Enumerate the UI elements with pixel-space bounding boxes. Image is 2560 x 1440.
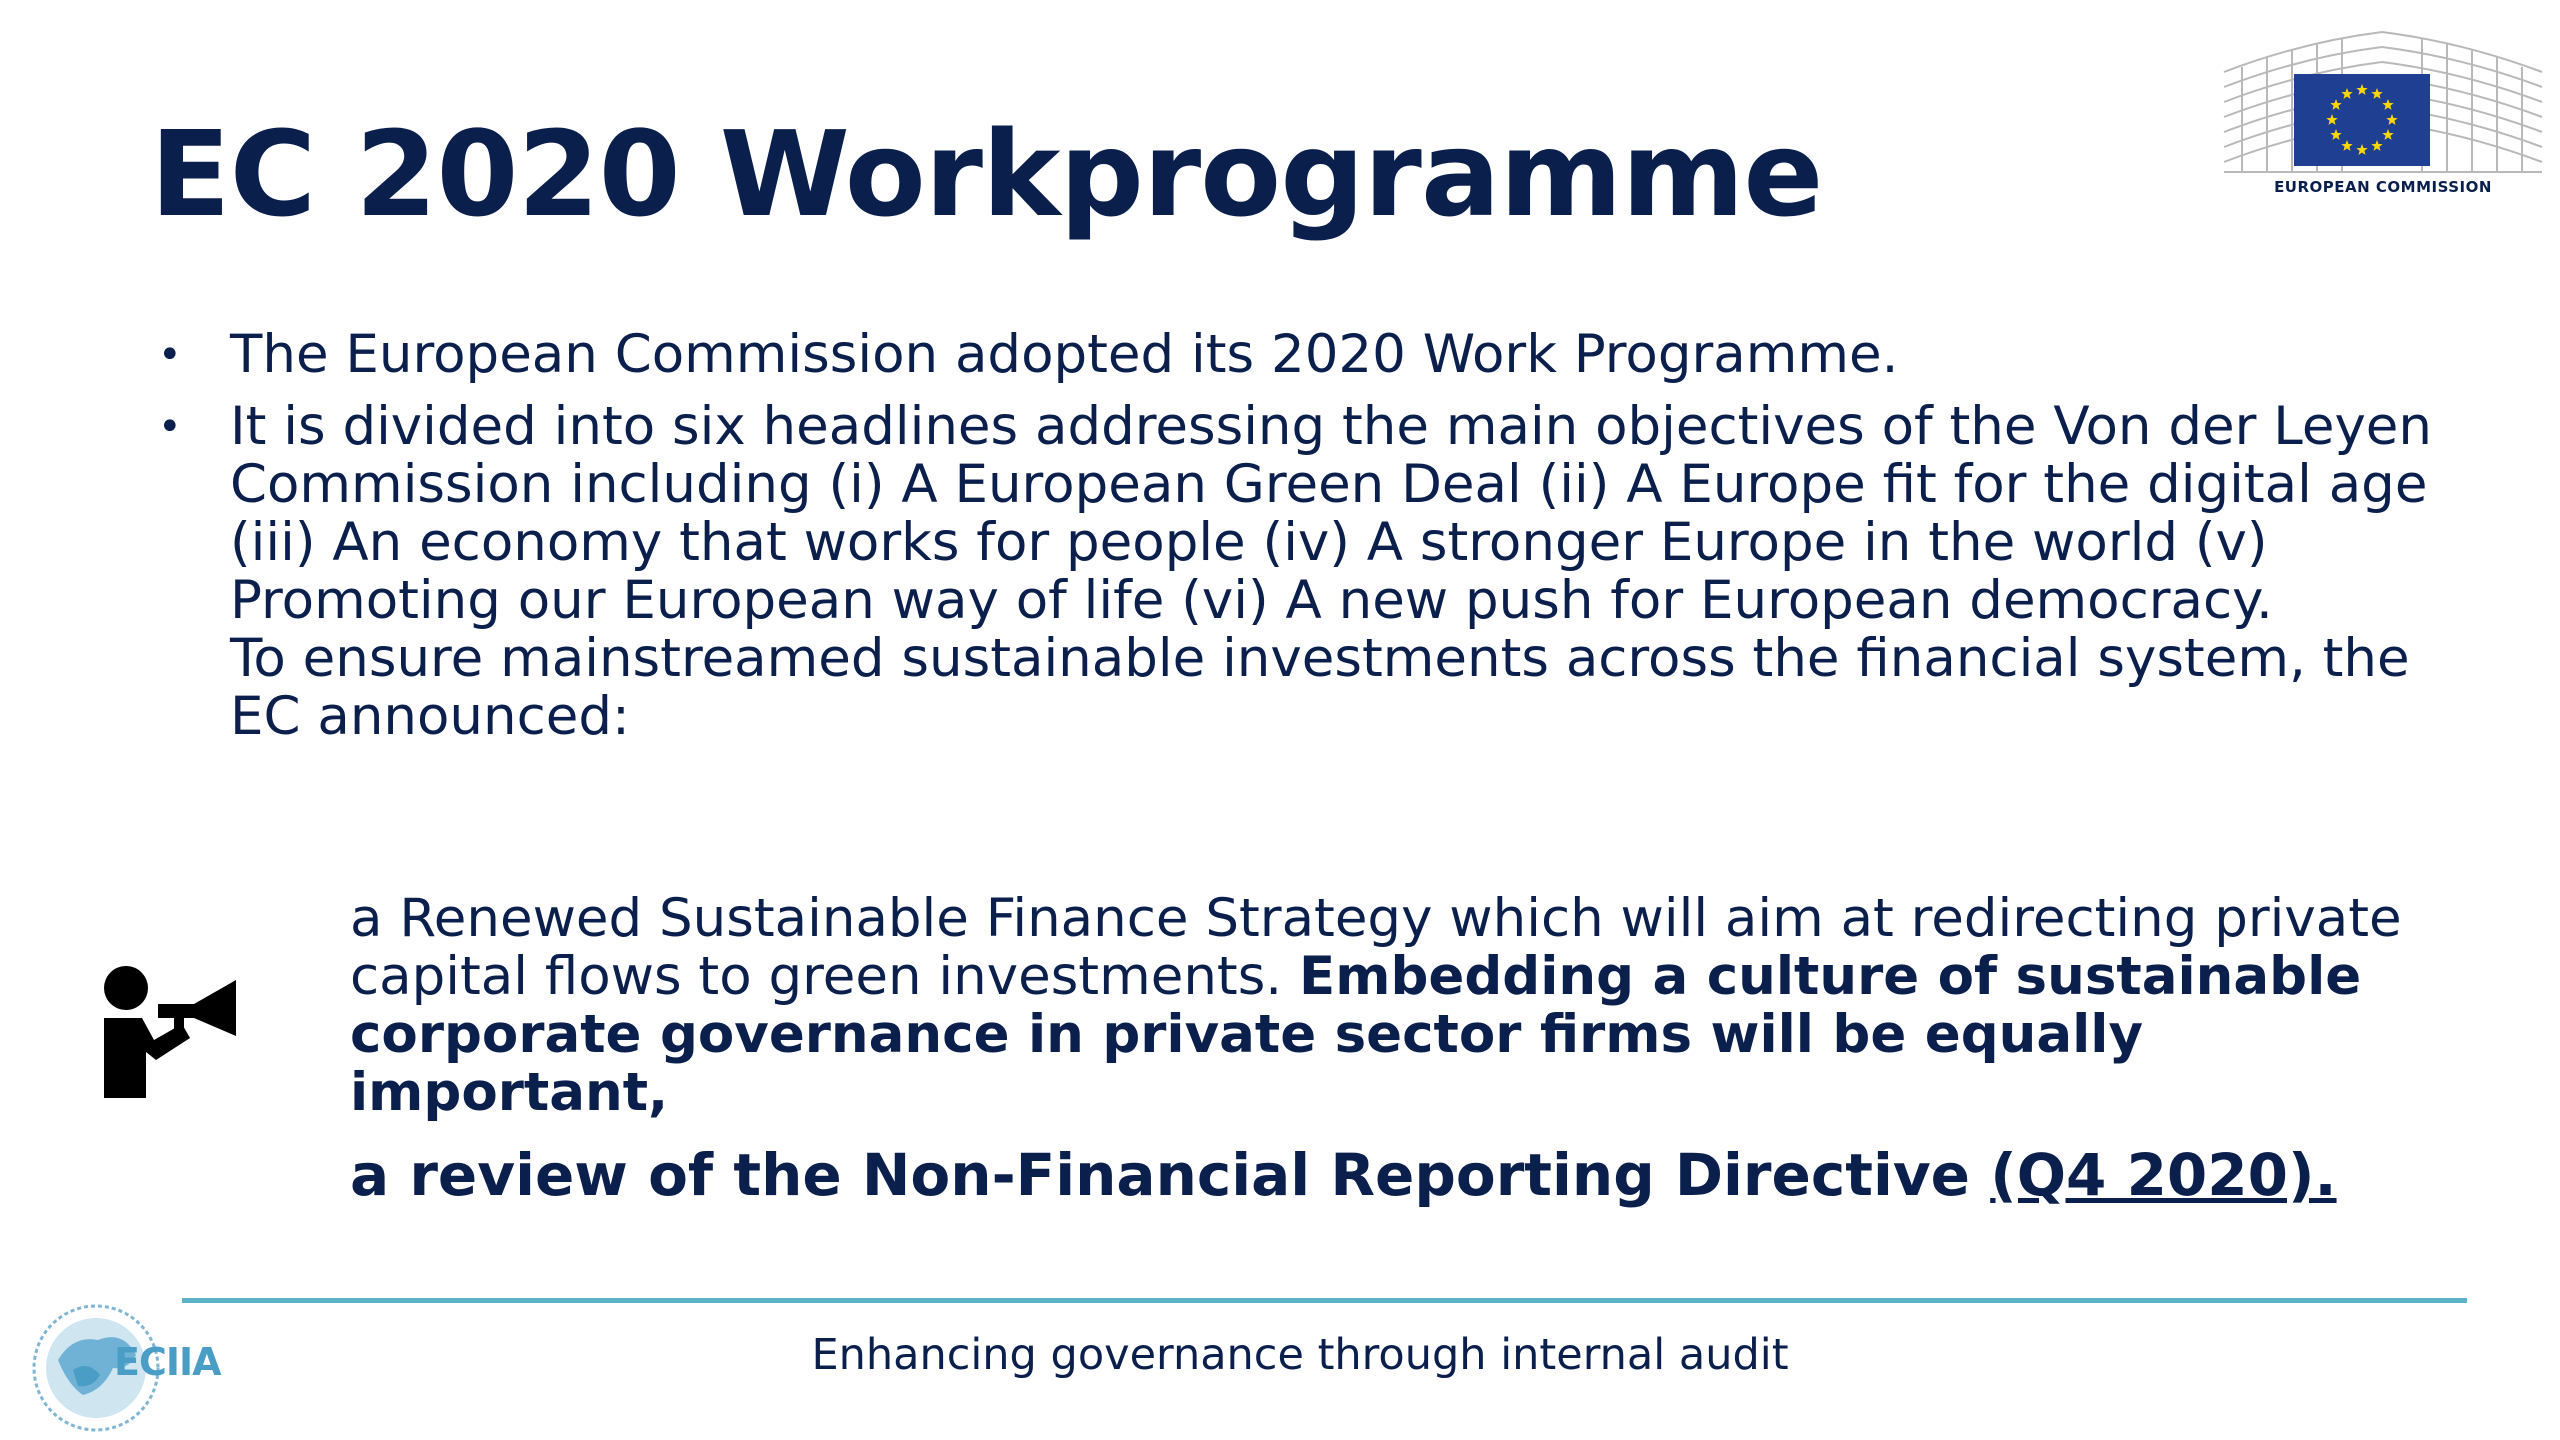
bullet-item bbox=[150, 398, 2440, 746]
ec-logo-text: EUROPEAN COMMISSION bbox=[2274, 178, 2492, 196]
announcement-block bbox=[350, 890, 2450, 1208]
bullet-marker: • bbox=[158, 332, 182, 378]
announcement-2-date: (Q4 2020). bbox=[1990, 1141, 2337, 1209]
footer-tagline: Enhancing governance through internal audit bbox=[811, 1330, 1789, 1380]
announcement-1-emphasis: Embedding a culture of sustainable corporate governance in private sector firms will be equally important, bbox=[350, 946, 2362, 1123]
european-commission-logo bbox=[2222, 12, 2544, 207]
bullet-list bbox=[150, 326, 2440, 760]
slide-title: EC 2020 Workprogramme bbox=[150, 105, 1823, 243]
bullet-text: To ensure mainstreamed sustainable investments across the financial system, the EC announced: bbox=[230, 628, 2410, 747]
bullet-text: The European Commission adopted its 2020 Work Programme. bbox=[230, 324, 1899, 385]
announcement-2-text: a review of the Non-Financial Reporting Directive bbox=[350, 1141, 1991, 1209]
ec-building-icon bbox=[2222, 12, 2544, 182]
announcement-1-text: a Renewed Sustainable Finance Strategy which will aim at redirecting private capital flows to green investments. bbox=[350, 888, 2402, 1007]
announcement-item-2 bbox=[350, 1142, 2450, 1208]
announcement-item-1 bbox=[350, 890, 2450, 1122]
bullet-item bbox=[150, 326, 2440, 384]
eciia-logo-text: ECIIA bbox=[114, 1340, 221, 1384]
footer-divider bbox=[182, 1298, 2467, 1303]
bullet-marker: • bbox=[158, 404, 182, 450]
person-megaphone-icon bbox=[98, 960, 240, 1102]
bullet-text: It is divided into six headlines addressing the main objectives of the Von der Leyen Commission including (i) A European Green Deal (ii) A Europe fit for the digital age (iii) An economy that works for people (iv) A stronger Europe in the world (v) Promoting our European way of life (vi) A new push for European democracy. bbox=[230, 396, 2433, 631]
